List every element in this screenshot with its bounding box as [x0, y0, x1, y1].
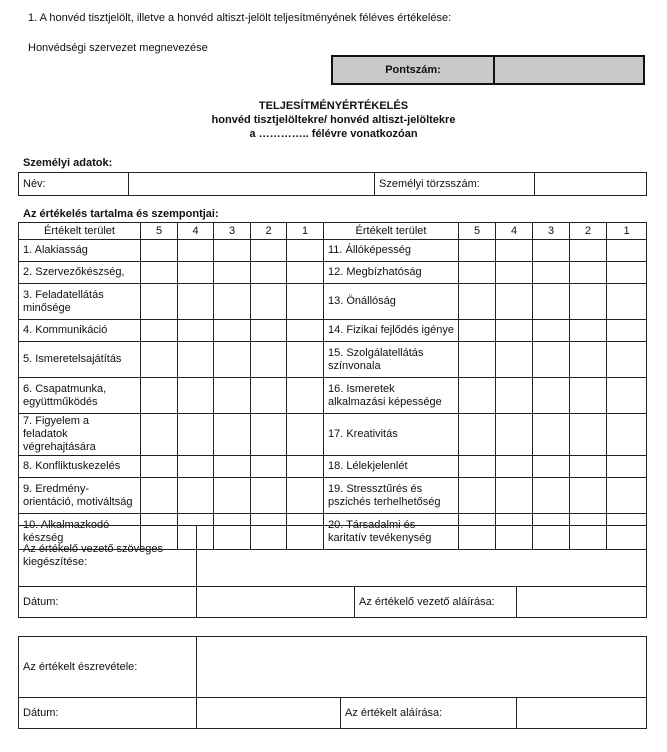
- score-cell-5[interactable]: [141, 320, 178, 342]
- criterion-label: 4. Kommunikáció: [19, 320, 141, 342]
- score-cell-3[interactable]: [214, 478, 251, 514]
- score-cell-5[interactable]: [459, 240, 496, 262]
- evaluated-date-label: Dátum:: [19, 698, 197, 729]
- score-header-3: 3: [214, 223, 251, 240]
- evaluated-sign-label: Az értékelt aláírása:: [341, 698, 517, 729]
- id-field[interactable]: [535, 173, 647, 196]
- title-line-3: a ………….. félévre vonatkozóan: [249, 128, 418, 140]
- table-row: [19, 342, 647, 378]
- criterion-label: 3. Feladatellátás minősége: [19, 284, 141, 320]
- criterion-label: 14. Fizikai fejlődés igénye: [324, 320, 459, 342]
- score-cell-3[interactable]: [533, 342, 570, 378]
- criterion-label: 19. Stressztűrés és pszichés terhelhetőség: [324, 478, 459, 514]
- score-cell-5[interactable]: [141, 456, 178, 478]
- score-cell-1[interactable]: [607, 478, 647, 514]
- score-cell-5[interactable]: [459, 378, 496, 414]
- score-cell-3[interactable]: [533, 284, 570, 320]
- leader-comment-label: Az értékelő vezető szöveges kiegészítése:: [19, 526, 197, 587]
- score-cell-3[interactable]: [533, 414, 570, 456]
- score-box: [331, 55, 645, 85]
- score-cell-5[interactable]: [141, 240, 178, 262]
- score-cell-1[interactable]: [607, 240, 647, 262]
- evaluated-box: [18, 636, 647, 729]
- evaluation-table: [18, 222, 647, 550]
- score-header-5: 5: [141, 223, 178, 240]
- score-cell-2[interactable]: [570, 284, 607, 320]
- criterion-label: 7. Figyelem a feladatok végrehajtására: [19, 414, 141, 456]
- id-label: Személyi törzsszám:: [375, 173, 535, 196]
- score-cell-5[interactable]: [141, 378, 178, 414]
- score-cell-2[interactable]: [570, 414, 607, 456]
- area-header: Értékelt terület: [19, 223, 141, 240]
- score-cell-3[interactable]: [533, 378, 570, 414]
- score-cell-4[interactable]: [178, 262, 214, 284]
- name-label: Név:: [19, 173, 129, 196]
- score-cell-2[interactable]: [570, 478, 607, 514]
- score-header-2: 2: [251, 223, 287, 240]
- score-cell-2[interactable]: [570, 342, 607, 378]
- title-line-2: honvéd tisztjelöltekre/ honvéd altiszt-jelöltekre: [211, 114, 456, 126]
- score-cell-3[interactable]: [533, 456, 570, 478]
- criterion-label: 11. Állóképesség: [324, 240, 459, 262]
- score-header-5: 5: [459, 223, 496, 240]
- score-cell-3[interactable]: [214, 320, 251, 342]
- score-cell-4[interactable]: [178, 320, 214, 342]
- table-row: [19, 456, 647, 478]
- score-cell-3[interactable]: [214, 240, 251, 262]
- score-cell-2[interactable]: [570, 456, 607, 478]
- score-cell-1[interactable]: [607, 378, 647, 414]
- score-cell-1[interactable]: [287, 414, 324, 456]
- score-cell-1[interactable]: [607, 456, 647, 478]
- score-cell-1[interactable]: [287, 456, 324, 478]
- score-cell-4[interactable]: [178, 456, 214, 478]
- evaluated-comment-label: Az értékelt észrevétele:: [19, 637, 197, 698]
- criterion-label: 6. Csapatmunka, együttműködés: [19, 378, 141, 414]
- table-row: [19, 414, 647, 456]
- leader-box: [18, 525, 647, 618]
- score-cell-5[interactable]: [141, 284, 178, 320]
- score-header-3: 3: [533, 223, 570, 240]
- score-cell-2[interactable]: [251, 284, 287, 320]
- score-cell-3[interactable]: [533, 240, 570, 262]
- score-cell-3[interactable]: [214, 284, 251, 320]
- score-cell-4[interactable]: [496, 456, 533, 478]
- form-title: [0, 99, 667, 141]
- score-cell-3[interactable]: [214, 342, 251, 378]
- score-cell-2[interactable]: [251, 478, 287, 514]
- score-header-4: 4: [496, 223, 533, 240]
- criterion-label: 1. Alakiasság: [19, 240, 141, 262]
- score-cell-2[interactable]: [251, 414, 287, 456]
- criterion-label: 16. Ismeretek alkalmazási képessége: [324, 378, 459, 414]
- score-cell-5[interactable]: [459, 262, 496, 284]
- score-cell-1[interactable]: [287, 262, 324, 284]
- score-cell-4[interactable]: [178, 284, 214, 320]
- personal-table: [18, 172, 647, 196]
- criterion-label: 8. Konfliktuskezelés: [19, 456, 141, 478]
- score-cell-2[interactable]: [570, 320, 607, 342]
- criterion-label: 5. Ismeretelsajátítás: [19, 342, 141, 378]
- score-cell-3[interactable]: [214, 262, 251, 284]
- score-cell-4[interactable]: [496, 320, 533, 342]
- criterion-label: 15. Szolgálatellátás színvonala: [324, 342, 459, 378]
- score-cell-2[interactable]: [570, 240, 607, 262]
- org-label: Honvédségi szervezet megnevezése: [28, 42, 208, 54]
- score-cell-2[interactable]: [570, 262, 607, 284]
- score-header-2: 2: [570, 223, 607, 240]
- score-cell-4[interactable]: [178, 342, 214, 378]
- score-cell-4[interactable]: [178, 478, 214, 514]
- score-cell-2[interactable]: [251, 320, 287, 342]
- score-cell-1[interactable]: [607, 342, 647, 378]
- score-cell-5[interactable]: [459, 284, 496, 320]
- score-cell-2[interactable]: [251, 456, 287, 478]
- score-cell-5[interactable]: [459, 320, 496, 342]
- table-row: [19, 262, 647, 284]
- area-header: Értékelt terület: [324, 223, 459, 240]
- score-cell-1[interactable]: [287, 240, 324, 262]
- table-row: [19, 478, 647, 514]
- score-cell-5[interactable]: [459, 414, 496, 456]
- score-cell-4[interactable]: [496, 478, 533, 514]
- score-cell-4[interactable]: [178, 414, 214, 456]
- score-cell-3[interactable]: [214, 414, 251, 456]
- score-cell-3[interactable]: [533, 262, 570, 284]
- score-cell-5[interactable]: [459, 342, 496, 378]
- score-cell-1[interactable]: [287, 342, 324, 378]
- score-cell-4[interactable]: [496, 342, 533, 378]
- title-line-1: TELJESÍTMÉNYÉRTÉKELÉS: [258, 100, 409, 112]
- score-cell-3[interactable]: [533, 320, 570, 342]
- score-label: Pontszám:: [333, 57, 495, 83]
- leader-comment-field[interactable]: [197, 526, 647, 587]
- criterion-label: 2. Szervezőkészség,: [19, 262, 141, 284]
- score-cell-2[interactable]: [251, 262, 287, 284]
- leader-sign-label: Az értékelő vezető aláírása:: [355, 587, 517, 618]
- score-field[interactable]: [495, 57, 643, 83]
- score-cell-2[interactable]: [251, 378, 287, 414]
- score-cell-1[interactable]: [607, 262, 647, 284]
- criterion-label: 18. Lélekjelenlét: [324, 456, 459, 478]
- evaluated-sign-field[interactable]: [517, 698, 647, 729]
- intro-text: 1. A honvéd tisztjelölt, illetve a honvéd altiszt-jelölt teljesítményének féléves értékelése:: [28, 12, 452, 24]
- score-cell-5[interactable]: [459, 478, 496, 514]
- score-cell-4[interactable]: [496, 378, 533, 414]
- score-cell-1[interactable]: [287, 478, 324, 514]
- score-cell-3[interactable]: [214, 378, 251, 414]
- criterion-label: 13. Önállóság: [324, 284, 459, 320]
- score-cell-1[interactable]: [607, 414, 647, 456]
- score-cell-3[interactable]: [533, 478, 570, 514]
- score-cell-3[interactable]: [214, 456, 251, 478]
- table-row: [19, 320, 647, 342]
- score-cell-5[interactable]: [141, 342, 178, 378]
- criterion-label: 9. Eredmény-orientáció, motiváltság: [19, 478, 141, 514]
- score-cell-4[interactable]: [496, 262, 533, 284]
- score-cell-5[interactable]: [141, 262, 178, 284]
- score-cell-1[interactable]: [607, 320, 647, 342]
- score-cell-4[interactable]: [496, 240, 533, 262]
- evaluation-heading: Az értékelés tartalma és szempontjai:: [23, 208, 219, 220]
- leader-date-label: Dátum:: [19, 587, 197, 618]
- evaluated-date-field[interactable]: [197, 698, 341, 729]
- score-cell-5[interactable]: [459, 456, 496, 478]
- score-cell-2[interactable]: [570, 378, 607, 414]
- criterion-label: 20. Társadalmi és karitatív tevékenység: [324, 514, 459, 550]
- score-cell-1[interactable]: [607, 284, 647, 320]
- score-cell-5[interactable]: [141, 478, 178, 514]
- evaluated-comment-field[interactable]: [197, 637, 647, 698]
- table-row: [19, 240, 647, 262]
- score-cell-4[interactable]: [178, 378, 214, 414]
- table-row: [19, 284, 647, 320]
- score-header-1: 1: [287, 223, 324, 240]
- score-cell-4[interactable]: [496, 284, 533, 320]
- score-cell-2[interactable]: [251, 240, 287, 262]
- personal-heading: Személyi adatok:: [23, 157, 113, 169]
- criterion-label: 10. Alkalmazkodó készség: [19, 514, 141, 550]
- name-field[interactable]: [129, 173, 375, 196]
- score-cell-1[interactable]: [287, 378, 324, 414]
- leader-date-field[interactable]: [197, 587, 355, 618]
- criterion-label: 17. Kreativitás: [324, 414, 459, 456]
- score-cell-2[interactable]: [251, 342, 287, 378]
- score-cell-4[interactable]: [178, 240, 214, 262]
- score-cell-1[interactable]: [287, 320, 324, 342]
- table-row: [19, 378, 647, 414]
- score-cell-1[interactable]: [287, 284, 324, 320]
- criterion-label: 12. Megbízhatóság: [324, 262, 459, 284]
- score-cell-5[interactable]: [141, 414, 178, 456]
- leader-sign-field[interactable]: [517, 587, 647, 618]
- score-header-4: 4: [178, 223, 214, 240]
- score-cell-4[interactable]: [496, 414, 533, 456]
- score-header-1: 1: [607, 223, 647, 240]
